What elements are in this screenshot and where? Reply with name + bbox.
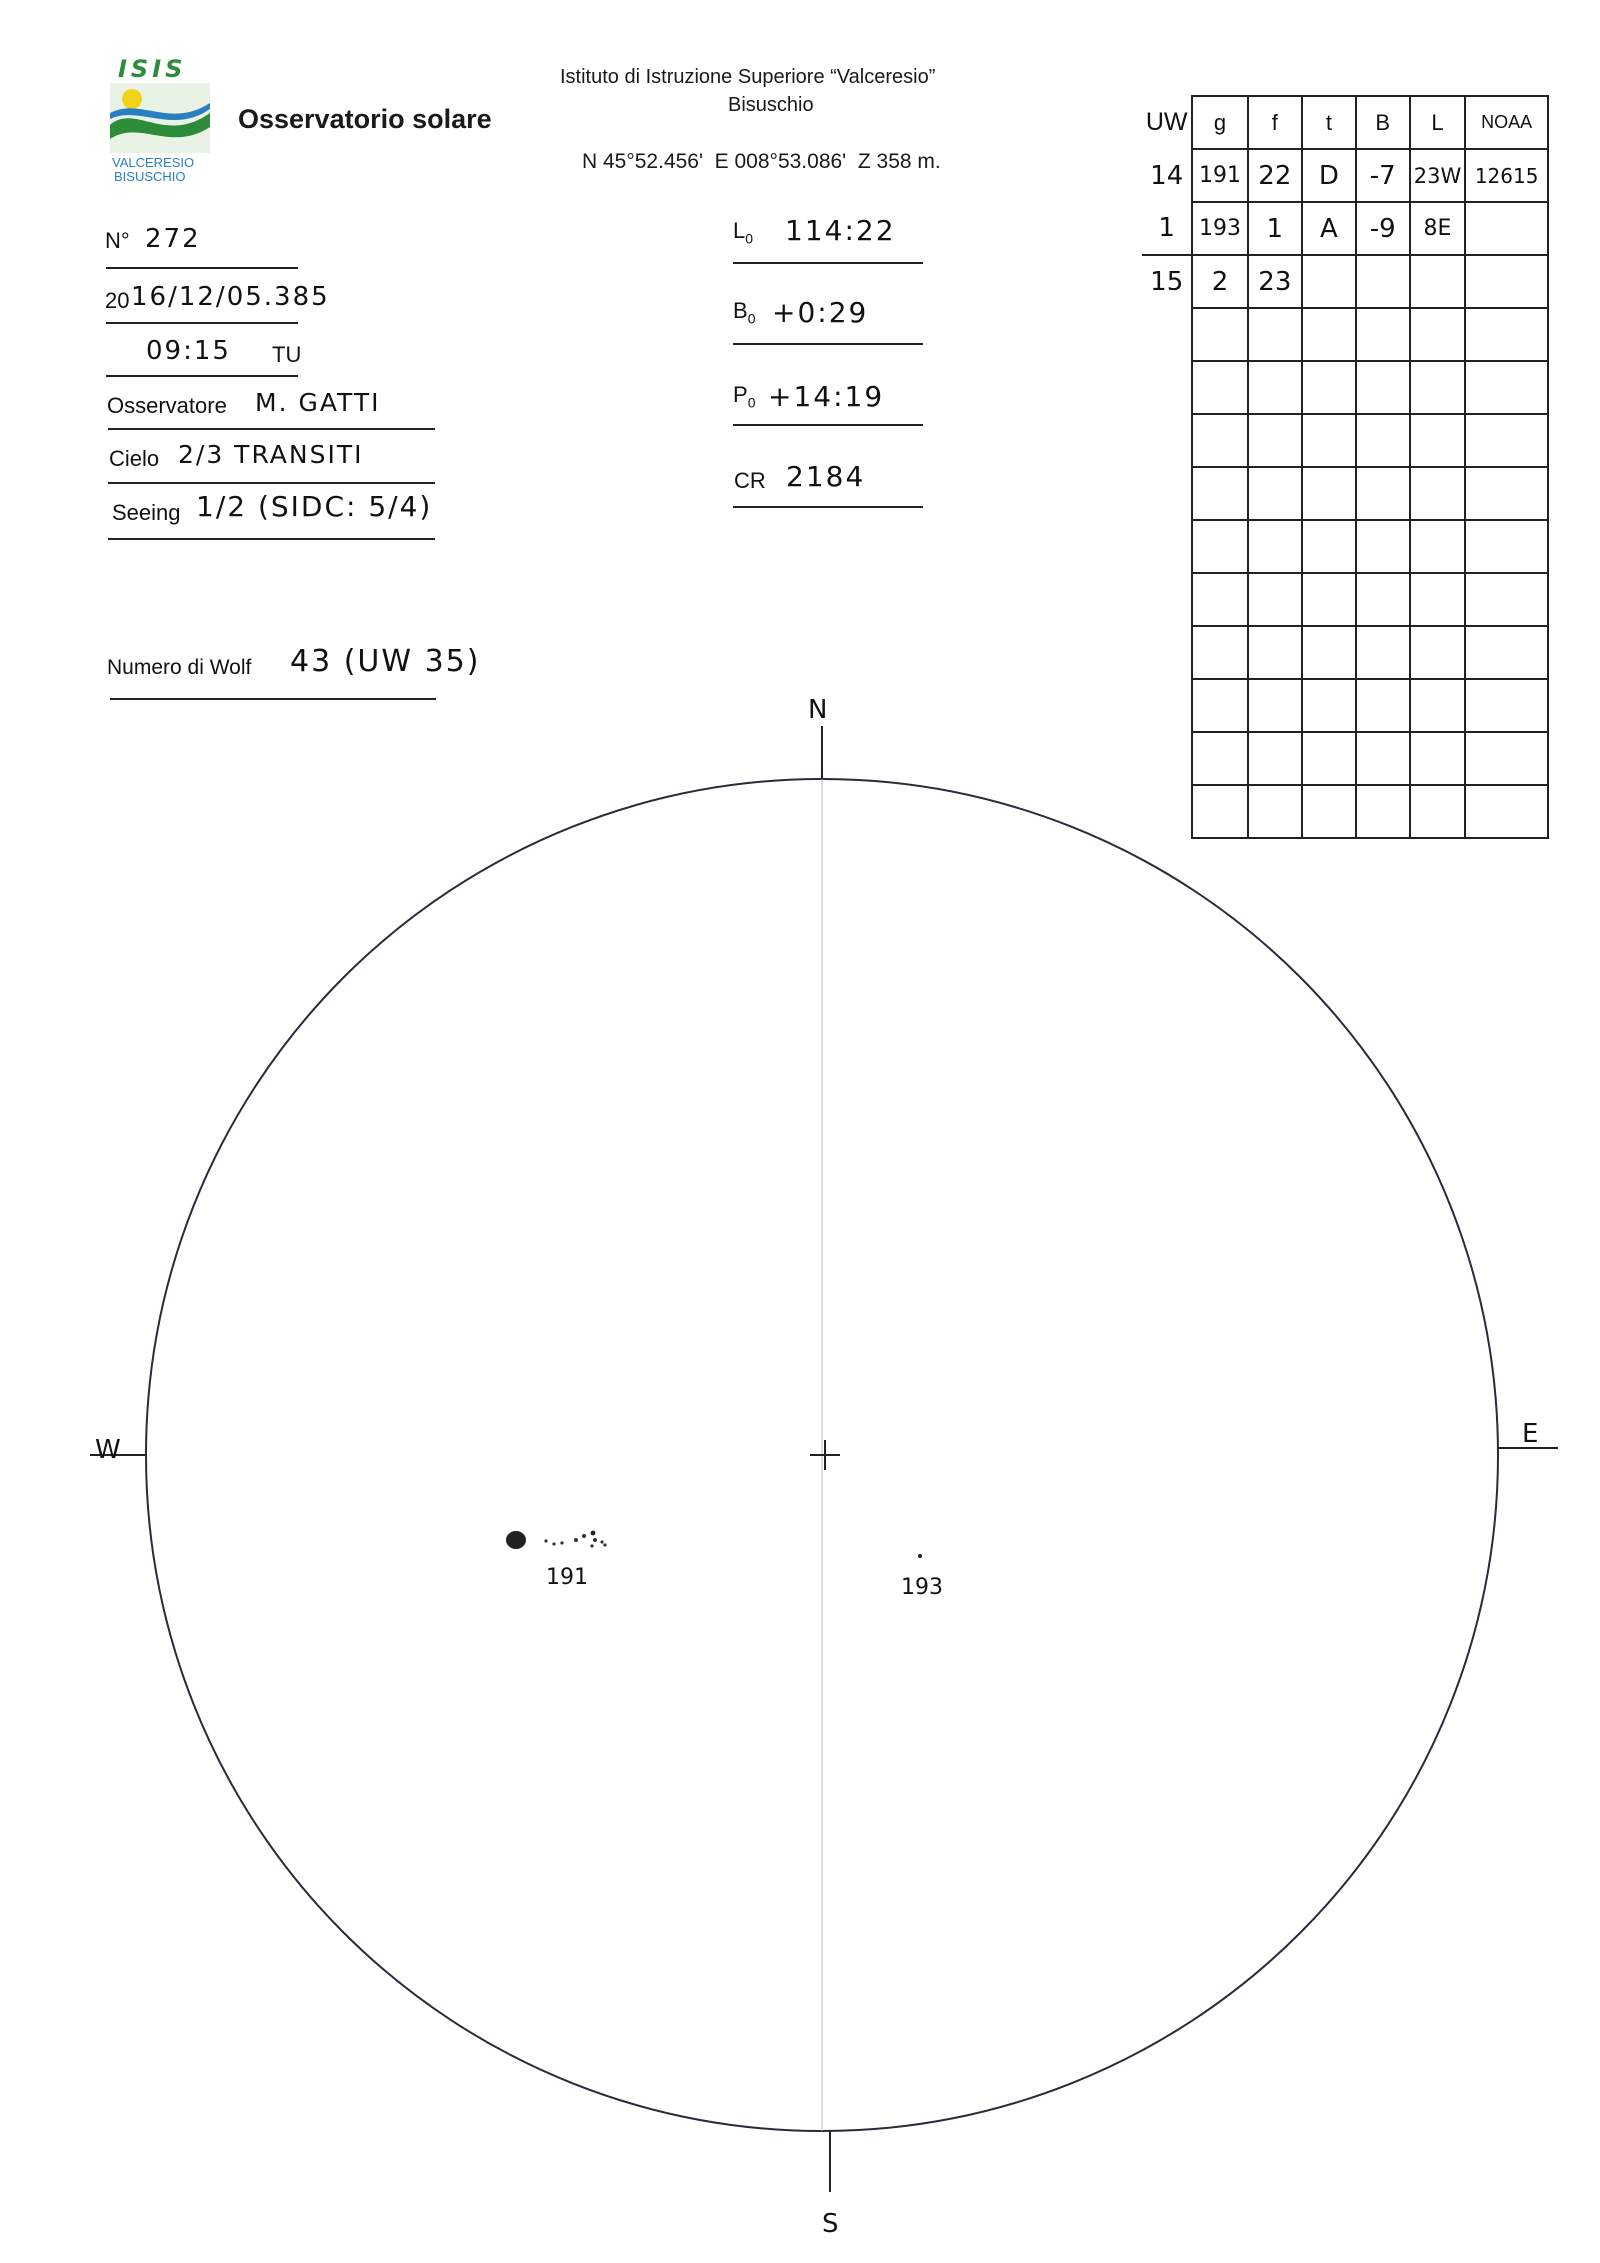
table-cell [1302,255,1356,308]
group-label-193: 193 [901,1575,943,1600]
table-cell [1410,679,1466,732]
number-label: N° [105,228,130,253]
table-cell [1192,361,1247,414]
table-cell: 8E [1410,202,1466,255]
table-cell [1302,414,1356,467]
table-cell-uw: 15 [1142,255,1192,308]
sunspot [560,1541,563,1544]
table-cell: 23W [1410,149,1466,202]
b0-underline [733,343,923,345]
sunspot-group-191 [506,1531,607,1549]
table-cell [1248,573,1303,626]
sky-label: Cielo [109,446,160,471]
table-cell [1465,308,1548,361]
table-header-b: B [1356,96,1410,149]
table-cell [1410,308,1466,361]
table-cell [1192,573,1247,626]
table-cell [1465,573,1548,626]
table-cell-uw [1142,520,1192,573]
table-cell [1356,732,1410,785]
table-cell [1302,573,1356,626]
table-cell [1302,626,1356,679]
table-row [1142,573,1548,626]
table-cell [1410,361,1466,414]
table-cell [1410,255,1466,308]
table-cell [1410,732,1466,785]
time-value: 09:15 [146,336,231,366]
seeing-underline [108,538,435,540]
table-cell-uw [1142,732,1192,785]
table-row [1142,202,1548,255]
table-cell-uw [1142,361,1192,414]
date-underline [106,322,298,324]
table-cell-uw [1142,573,1192,626]
table-empty-rows [1142,308,1548,838]
table-row [1142,414,1548,467]
table-cell [1465,626,1548,679]
logo-line1: VALCERESIO [112,155,195,170]
date-value: 16/12/05.385 [131,282,330,312]
time-unit: TU [272,342,302,367]
table-cell [1192,626,1247,679]
table-cell [1302,520,1356,573]
table-cell [1356,785,1410,838]
wolf-underline [110,698,436,700]
table-row [1142,361,1548,414]
table-cell [1410,414,1466,467]
table-header-f: f [1248,96,1303,149]
logo-isis-text: ISIS [118,55,187,83]
table-cell: 191 [1192,149,1247,202]
table-row [1142,149,1548,202]
south-label: S [822,2209,839,2239]
sunspot-leader [506,1531,526,1549]
sky-underline [108,482,435,484]
logo-emblem-icon [110,83,210,153]
institute-town: Bisuschio [728,94,814,116]
table-cell [1410,467,1466,520]
table-cell [1248,732,1303,785]
table-row [1142,255,1548,308]
observatory-coords: N 45°52.456' E 008°53.086' Z 358 m. [582,150,941,173]
l0-subscript: 0 [745,230,754,247]
table-cell: 22 [1248,149,1303,202]
table-cell-uw: 1 [1158,213,1175,243]
table-cell [1192,520,1247,573]
table-cell [1192,414,1247,467]
b0-label: $B_0$ [733,298,756,327]
table-cell [1356,361,1410,414]
p0-subscript: 0 [747,394,756,411]
table-cell-uw [1142,308,1192,361]
table-cell: 193 [1192,202,1247,255]
table-cell [1356,255,1410,308]
table-cell [1248,467,1303,520]
table-header-l: L [1410,96,1466,149]
table-cell [1410,785,1466,838]
table-header-row [1142,96,1548,149]
table-cell [1356,573,1410,626]
table-cell-uw: 14 [1150,160,1184,191]
p0-value: +14:19 [768,380,885,413]
table-cell [1192,467,1247,520]
table-header-noaa: NOAA [1465,96,1548,149]
west-label: W [95,1435,121,1465]
table-cell [1248,308,1303,361]
north-label: N [808,695,828,725]
table-cell [1356,308,1410,361]
table-cell [1465,679,1548,732]
table-cell [1356,414,1410,467]
table-row [1142,785,1548,838]
table-cell [1302,679,1356,732]
table-row [1142,308,1548,361]
table-cell: -7 [1356,149,1410,202]
table-cell [1410,520,1466,573]
table-header-t: t [1302,96,1356,149]
l0-label: $L_0$ [733,218,754,247]
table-cell: 12615 [1465,149,1548,202]
table-cell [1302,308,1356,361]
table-row [1142,626,1548,679]
table-cell [1465,732,1548,785]
table-cell [1302,785,1356,838]
wolf-value: 43 (UW 35) [290,644,481,679]
table-cell: 2 [1192,255,1247,308]
b0-subscript: 0 [747,310,756,327]
table-cell [1465,361,1548,414]
groups-table [1142,95,1549,839]
observer-underline [108,428,435,430]
table-cell [1410,573,1466,626]
table-cell [1248,785,1303,838]
logo [110,55,220,184]
observer-value: M. GATTI [255,388,381,417]
table-cell [1465,414,1548,467]
table-cell-uw [1142,467,1192,520]
b0-value: +0:29 [772,296,869,329]
sunspot [600,1540,603,1543]
table-cell [1356,520,1410,573]
table-cell [1465,520,1548,573]
time-underline [106,375,298,377]
number-value: 272 [145,224,201,254]
table-cell-uw [1142,679,1192,732]
table-cell: 1 [1248,202,1303,255]
table-cell: D [1302,149,1356,202]
cr-label: CR [734,468,766,493]
sunspot [582,1534,586,1538]
page-title: Osservatorio solare [238,104,492,134]
table-cell [1356,467,1410,520]
table-row [1142,467,1548,520]
cr-value: 2184 [786,460,866,493]
seeing-value: 1/2 (SIDC: 5/4) [196,490,433,523]
table-cell [1192,679,1247,732]
sunspot [593,1538,597,1542]
solar-disk-outline [146,779,1498,2131]
table-cell [1192,308,1247,361]
sunspot [574,1538,578,1542]
sky-value: 2/3 TRANSITI [178,440,364,469]
logo-line2: BISUSCHIO [114,169,186,184]
table-cell [1356,626,1410,679]
table-cell [1302,467,1356,520]
table-cell: A [1302,202,1356,255]
cr-underline [733,506,923,508]
table-row [1142,520,1548,573]
table-cell [1192,732,1247,785]
table-cell-uw [1142,785,1192,838]
sunspot [591,1531,596,1536]
p0-label: $P_0$ [733,382,756,411]
table-header-uw: UW [1142,96,1192,149]
table-cell [1192,785,1247,838]
table-row [1142,679,1548,732]
table-cell [1248,520,1303,573]
table-cell: 23 [1248,255,1303,308]
table-cell-uw [1142,414,1192,467]
sunspot [552,1542,555,1545]
table-cell [1248,679,1303,732]
table-cell [1465,785,1548,838]
table-header-g: g [1192,96,1247,149]
table-cell [1248,361,1303,414]
group-label-191: 191 [546,1565,588,1590]
table-cell-uw [1142,626,1192,679]
table-cell: -9 [1356,202,1410,255]
table-cell [1465,202,1548,255]
table-cell [1302,732,1356,785]
table-cell [1248,414,1303,467]
wolf-label: Numero di Wolf [107,656,252,679]
number-underline [106,267,298,269]
sunspot [544,1539,547,1542]
table-cell [1410,626,1466,679]
table-cell [1465,467,1548,520]
table-cell [1356,679,1410,732]
observer-label: Osservatore [107,393,227,418]
table-row [1142,732,1548,785]
sunspot-group-193 [918,1554,922,1558]
seeing-label: Seeing [112,500,181,525]
sunspot [590,1544,593,1547]
table-cell [1248,626,1303,679]
institute-name: Istituto di Istruzione Superiore “Valceresio” [560,66,936,88]
l0-underline [733,262,923,264]
sunspot [603,1543,606,1546]
table-cell [1302,361,1356,414]
p0-underline [733,424,923,426]
l0-value: 114:22 [785,214,896,247]
east-label: E [1522,1419,1539,1449]
date-prefix: 20 [105,288,130,313]
table-cell [1465,255,1548,308]
